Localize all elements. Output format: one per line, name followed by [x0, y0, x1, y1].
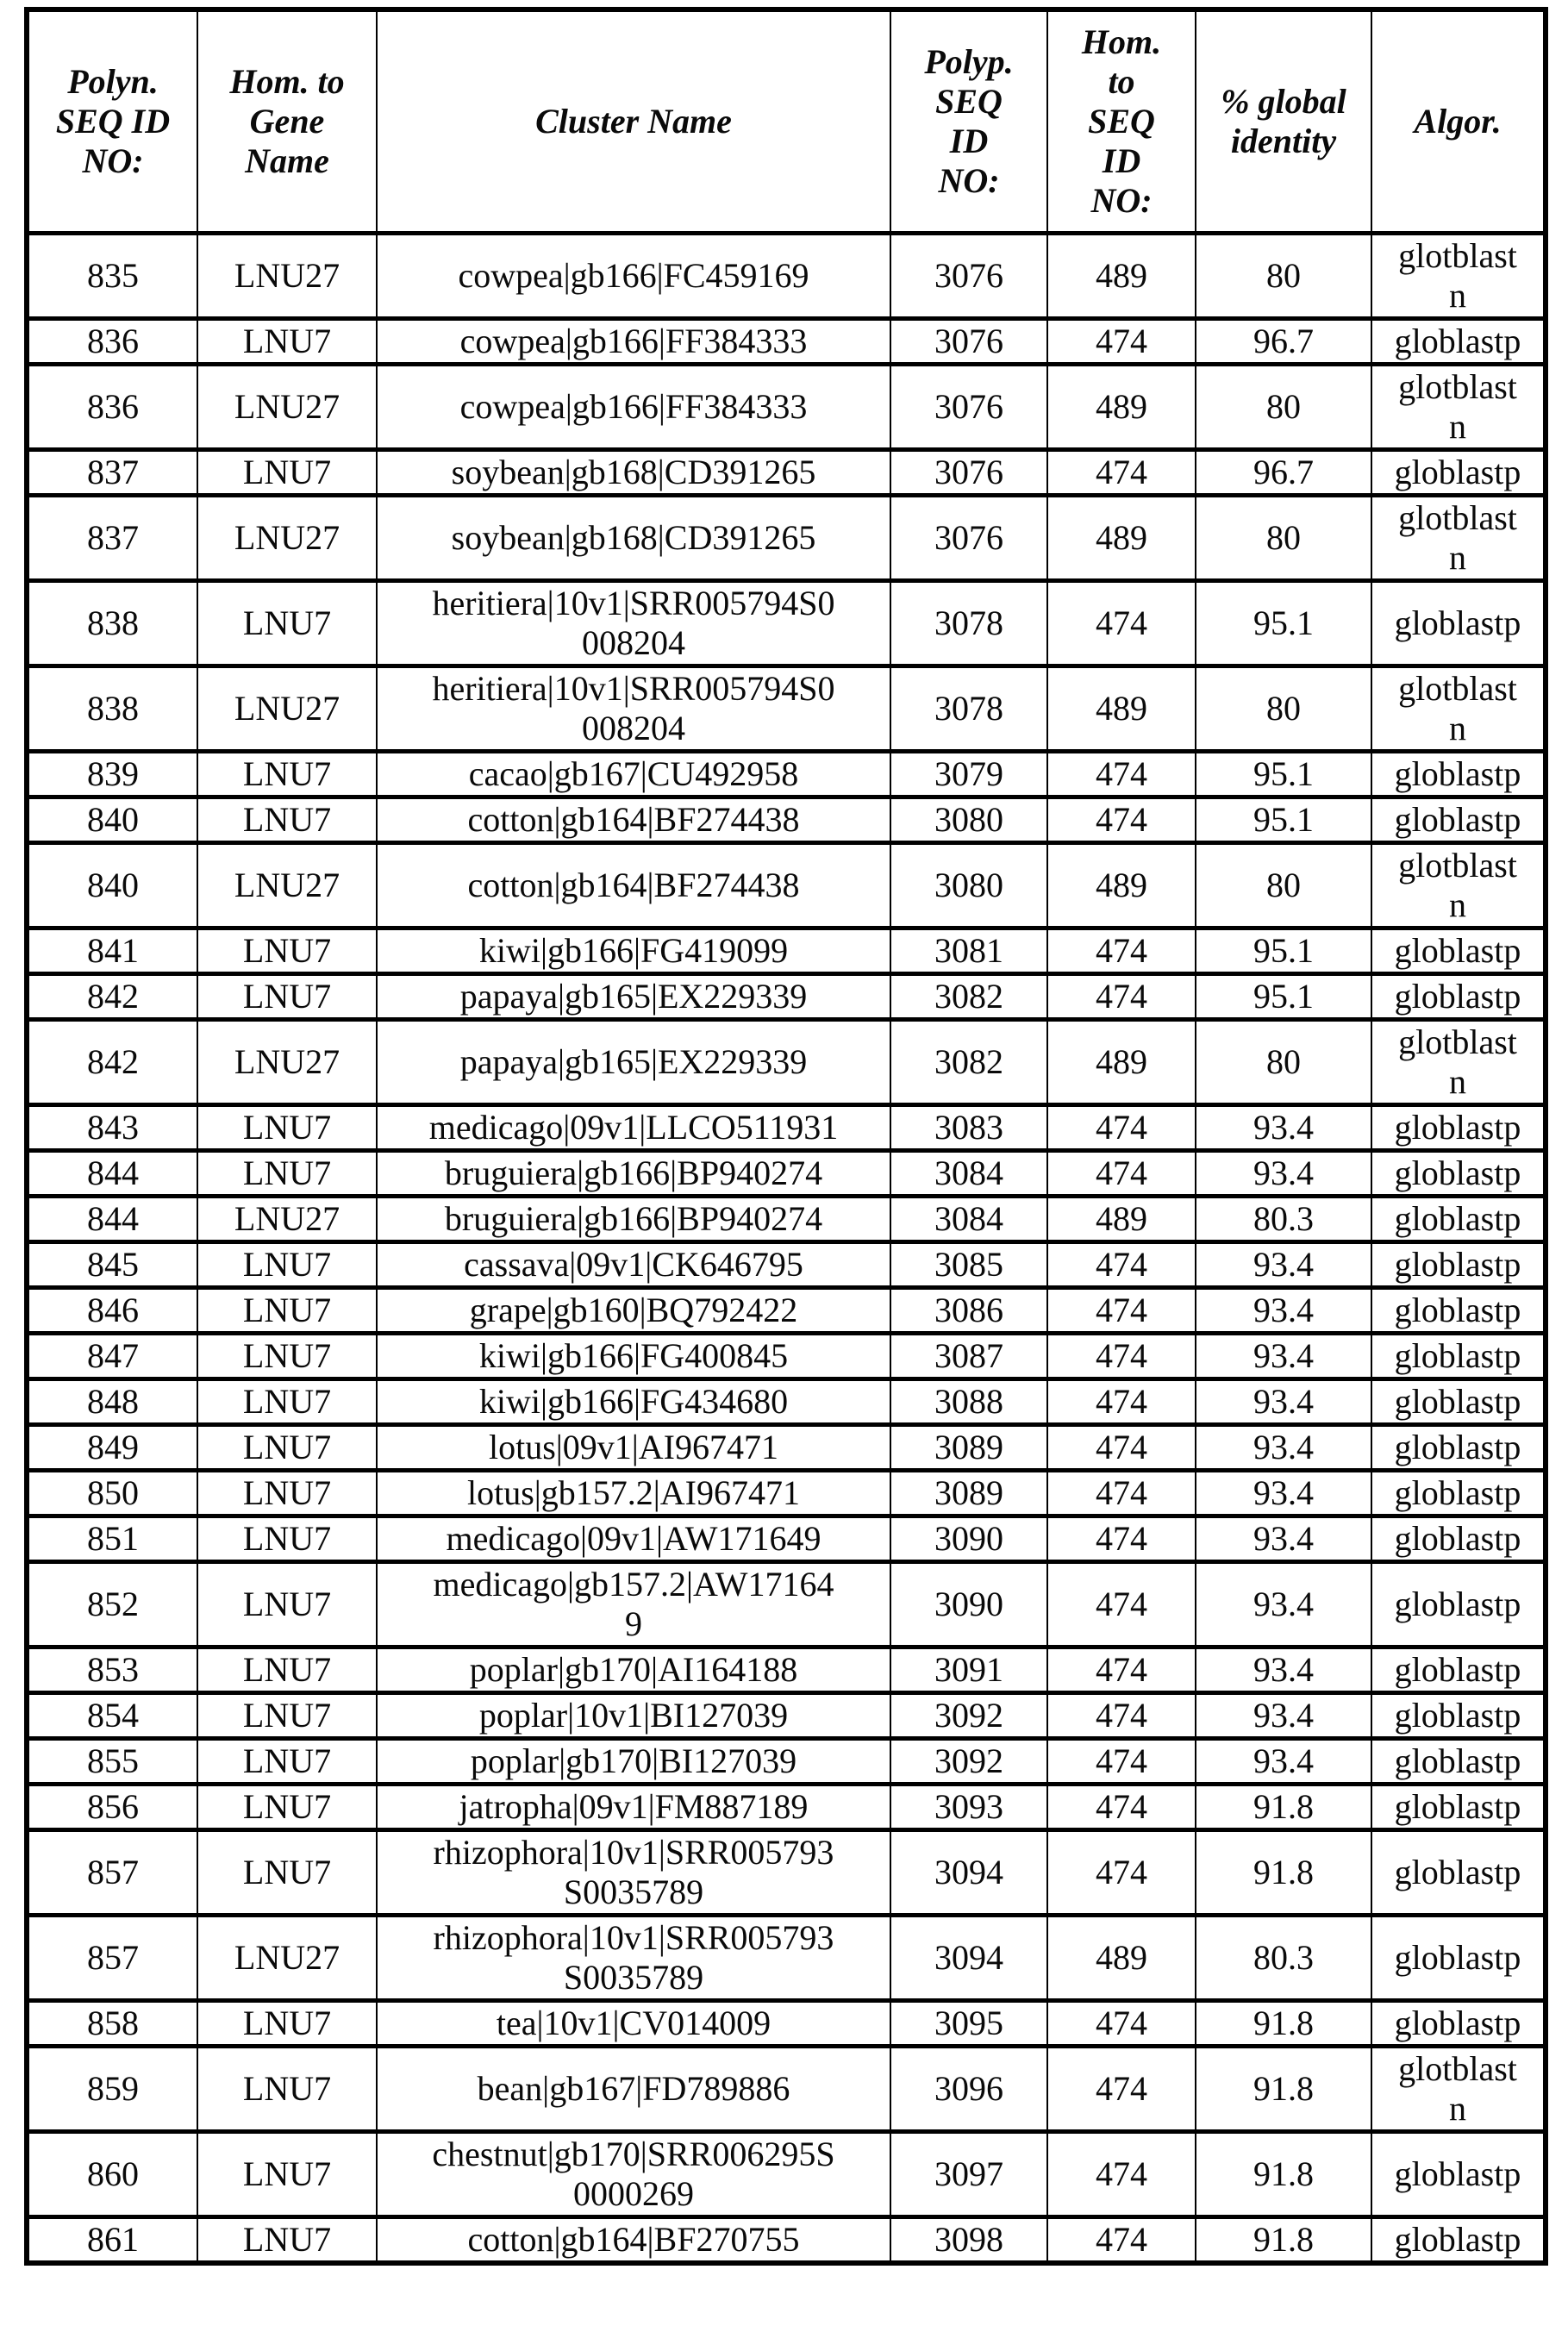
- table-row: [27, 581, 1546, 666]
- cell-algor: globlastp: [1371, 2001, 1546, 2047]
- cell-algor: globlastp: [1371, 450, 1546, 496]
- table-body: [27, 234, 1546, 2264]
- cell-polyp_seq_id: 3088: [890, 1379, 1047, 1425]
- table-row: [27, 2047, 1546, 2132]
- cell-polyp_seq_id: 3087: [890, 1334, 1047, 1379]
- cell-global_identity: 80.3: [1196, 1916, 1371, 2001]
- cell-hom_seq_id: 474: [1047, 797, 1196, 843]
- table-row: [27, 496, 1546, 581]
- cell-polyp_seq_id: 3076: [890, 234, 1047, 319]
- cell-cluster_name: cowpea|gb166|FC459169: [377, 234, 890, 319]
- cell-global_identity: 96.7: [1196, 450, 1371, 496]
- cell-algor: globlastp: [1371, 1471, 1546, 1516]
- cell-global_identity: 93.4: [1196, 1379, 1371, 1425]
- cell-algor: globlastp: [1371, 1379, 1546, 1425]
- cell-hom_gene_name: LNU7: [197, 1785, 377, 1830]
- cell-hom_gene_name: LNU7: [197, 1471, 377, 1516]
- cell-cluster_name: poplar|gb170|AI164188: [377, 1647, 890, 1693]
- cell-algor: glotblastn: [1371, 365, 1546, 450]
- cell-polyn_seq_id: 854: [27, 1693, 197, 1739]
- cell-polyp_seq_id: 3091: [890, 1647, 1047, 1693]
- table-row: [27, 1197, 1546, 1242]
- cell-global_identity: 95.1: [1196, 797, 1371, 843]
- cell-polyp_seq_id: 3082: [890, 1020, 1047, 1105]
- cell-global_identity: 93.4: [1196, 1471, 1371, 1516]
- cell-hom_gene_name: LNU7: [197, 2132, 377, 2217]
- table-row: [27, 1516, 1546, 1562]
- cell-polyp_seq_id: 3079: [890, 752, 1047, 797]
- cell-polyp_seq_id: 3095: [890, 2001, 1047, 2047]
- cell-hom_seq_id: 474: [1047, 1471, 1196, 1516]
- cell-global_identity: 93.4: [1196, 1151, 1371, 1197]
- table-row: [27, 1105, 1546, 1151]
- cell-hom_seq_id: 474: [1047, 1739, 1196, 1785]
- cell-global_identity: 80: [1196, 234, 1371, 319]
- cell-cluster_name: bruguiera|gb166|BP940274: [377, 1197, 890, 1242]
- cell-polyn_seq_id: 846: [27, 1288, 197, 1334]
- column-header-algor: Algor.: [1371, 9, 1546, 234]
- cell-hom_seq_id: 474: [1047, 1334, 1196, 1379]
- table-row: [27, 2001, 1546, 2047]
- cell-algor: globlastp: [1371, 1288, 1546, 1334]
- cell-polyp_seq_id: 3093: [890, 1785, 1047, 1830]
- cell-polyp_seq_id: 3089: [890, 1471, 1047, 1516]
- cell-polyn_seq_id: 849: [27, 1425, 197, 1471]
- cell-polyn_seq_id: 840: [27, 797, 197, 843]
- cell-global_identity: 93.4: [1196, 1562, 1371, 1647]
- cell-hom_gene_name: LNU27: [197, 365, 377, 450]
- cell-hom_gene_name: LNU7: [197, 1830, 377, 1916]
- cell-polyp_seq_id: 3076: [890, 319, 1047, 365]
- cell-global_identity: 93.4: [1196, 1693, 1371, 1739]
- cell-global_identity: 91.8: [1196, 2001, 1371, 2047]
- cell-hom_seq_id: 474: [1047, 1562, 1196, 1647]
- cell-polyp_seq_id: 3080: [890, 797, 1047, 843]
- cell-hom_seq_id: 489: [1047, 234, 1196, 319]
- cell-algor: globlastp: [1371, 1425, 1546, 1471]
- cell-cluster_name: cassava|09v1|CK646795: [377, 1242, 890, 1288]
- cell-global_identity: 96.7: [1196, 319, 1371, 365]
- cell-hom_seq_id: 489: [1047, 1020, 1196, 1105]
- cell-algor: glotblastn: [1371, 1020, 1546, 1105]
- cell-polyn_seq_id: 859: [27, 2047, 197, 2132]
- cell-polyp_seq_id: 3084: [890, 1151, 1047, 1197]
- cell-polyp_seq_id: 3078: [890, 666, 1047, 752]
- cell-algor: glotblastn: [1371, 496, 1546, 581]
- cell-hom_seq_id: 474: [1047, 1105, 1196, 1151]
- table-row: [27, 843, 1546, 928]
- cell-global_identity: 95.1: [1196, 752, 1371, 797]
- cell-hom_gene_name: LNU7: [197, 928, 377, 974]
- cell-cluster_name: cacao|gb167|CU492958: [377, 752, 890, 797]
- cell-hom_gene_name: LNU7: [197, 1151, 377, 1197]
- cell-algor: globlastp: [1371, 1916, 1546, 2001]
- table-row: [27, 1379, 1546, 1425]
- table-row: [27, 234, 1546, 319]
- column-header-polyp_seq_id: Polyp. SEQ ID NO:: [890, 9, 1047, 234]
- cell-polyn_seq_id: 844: [27, 1197, 197, 1242]
- cell-algor: globlastp: [1371, 1516, 1546, 1562]
- cell-polyn_seq_id: 847: [27, 1334, 197, 1379]
- cell-global_identity: 93.4: [1196, 1739, 1371, 1785]
- cell-global_identity: 93.4: [1196, 1334, 1371, 1379]
- cell-polyn_seq_id: 855: [27, 1739, 197, 1785]
- cell-hom_seq_id: 474: [1047, 2132, 1196, 2217]
- cell-polyn_seq_id: 860: [27, 2132, 197, 2217]
- cell-cluster_name: chestnut|gb170|SRR006295S0000269: [377, 2132, 890, 2217]
- cell-hom_seq_id: 489: [1047, 496, 1196, 581]
- table-row: [27, 666, 1546, 752]
- table-row: [27, 1693, 1546, 1739]
- cell-algor: globlastp: [1371, 1562, 1546, 1647]
- cell-cluster_name: cowpea|gb166|FF384333: [377, 319, 890, 365]
- column-header-global_identity: % global identity: [1196, 9, 1371, 234]
- cell-polyn_seq_id: 836: [27, 319, 197, 365]
- cell-hom_gene_name: LNU7: [197, 1242, 377, 1288]
- table-row: [27, 1020, 1546, 1105]
- cell-cluster_name: kiwi|gb166|FG400845: [377, 1334, 890, 1379]
- cell-polyn_seq_id: 843: [27, 1105, 197, 1151]
- cell-global_identity: 80: [1196, 496, 1371, 581]
- cell-polyp_seq_id: 3076: [890, 365, 1047, 450]
- cell-algor: globlastp: [1371, 2132, 1546, 2217]
- cell-cluster_name: bean|gb167|FD789886: [377, 2047, 890, 2132]
- table-row: [27, 974, 1546, 1020]
- cell-cluster_name: medicago|gb157.2|AW171649: [377, 1562, 890, 1647]
- cell-cluster_name: kiwi|gb166|FG419099: [377, 928, 890, 974]
- cell-cluster_name: cowpea|gb166|FF384333: [377, 365, 890, 450]
- table-row: [27, 1242, 1546, 1288]
- cell-global_identity: 93.4: [1196, 1288, 1371, 1334]
- cell-hom_gene_name: LNU7: [197, 1693, 377, 1739]
- cell-hom_seq_id: 474: [1047, 1379, 1196, 1425]
- cell-hom_seq_id: 474: [1047, 1830, 1196, 1916]
- cell-algor: glotblastn: [1371, 2047, 1546, 2132]
- table-row: [27, 2132, 1546, 2217]
- cell-hom_gene_name: LNU7: [197, 1562, 377, 1647]
- cell-polyn_seq_id: 861: [27, 2217, 197, 2264]
- cell-polyn_seq_id: 840: [27, 843, 197, 928]
- cell-cluster_name: tea|10v1|CV014009: [377, 2001, 890, 2047]
- cell-polyp_seq_id: 3094: [890, 1916, 1047, 2001]
- cell-polyn_seq_id: 838: [27, 666, 197, 752]
- cell-hom_gene_name: LNU7: [197, 1516, 377, 1562]
- table-row: [27, 1151, 1546, 1197]
- cell-hom_seq_id: 474: [1047, 1242, 1196, 1288]
- cell-algor: globlastp: [1371, 1197, 1546, 1242]
- column-header-hom_seq_id: Hom. to SEQ ID NO:: [1047, 9, 1196, 234]
- cell-algor: globlastp: [1371, 1785, 1546, 1830]
- cell-global_identity: 93.4: [1196, 1516, 1371, 1562]
- cell-polyp_seq_id: 3094: [890, 1830, 1047, 1916]
- cell-algor: globlastp: [1371, 1334, 1546, 1379]
- cell-hom_seq_id: 489: [1047, 1916, 1196, 2001]
- cell-cluster_name: cotton|gb164|BF274438: [377, 797, 890, 843]
- cell-algor: glotblastn: [1371, 234, 1546, 319]
- table-row: [27, 1425, 1546, 1471]
- table-row: [27, 1647, 1546, 1693]
- cell-algor: globlastp: [1371, 974, 1546, 1020]
- cell-polyp_seq_id: 3096: [890, 2047, 1047, 2132]
- cell-global_identity: 91.8: [1196, 1785, 1371, 1830]
- cell-polyn_seq_id: 852: [27, 1562, 197, 1647]
- cell-polyn_seq_id: 837: [27, 496, 197, 581]
- table-row: [27, 365, 1546, 450]
- column-header-cluster_name: Cluster Name: [377, 9, 890, 234]
- cell-cluster_name: kiwi|gb166|FG434680: [377, 1379, 890, 1425]
- cell-polyp_seq_id: 3086: [890, 1288, 1047, 1334]
- cell-polyp_seq_id: 3097: [890, 2132, 1047, 2217]
- cell-hom_gene_name: LNU27: [197, 1020, 377, 1105]
- cell-cluster_name: heritiera|10v1|SRR005794S0008204: [377, 581, 890, 666]
- cell-hom_seq_id: 474: [1047, 1288, 1196, 1334]
- cell-hom_gene_name: LNU27: [197, 1197, 377, 1242]
- cell-polyp_seq_id: 3089: [890, 1425, 1047, 1471]
- cell-polyp_seq_id: 3098: [890, 2217, 1047, 2264]
- cell-hom_gene_name: LNU7: [197, 2217, 377, 2264]
- cell-cluster_name: soybean|gb168|CD391265: [377, 450, 890, 496]
- cell-global_identity: 80: [1196, 1020, 1371, 1105]
- cell-cluster_name: medicago|09v1|LLCO511931: [377, 1105, 890, 1151]
- cell-polyn_seq_id: 858: [27, 2001, 197, 2047]
- cell-algor: globlastp: [1371, 1647, 1546, 1693]
- cell-polyn_seq_id: 836: [27, 365, 197, 450]
- cell-polyp_seq_id: 3078: [890, 581, 1047, 666]
- cell-hom_gene_name: LNU7: [197, 1379, 377, 1425]
- cell-cluster_name: jatropha|09v1|FM887189: [377, 1785, 890, 1830]
- cell-hom_gene_name: LNU27: [197, 666, 377, 752]
- cell-global_identity: 80: [1196, 843, 1371, 928]
- cell-global_identity: 93.4: [1196, 1647, 1371, 1693]
- cell-hom_gene_name: LNU27: [197, 843, 377, 928]
- cell-polyn_seq_id: 845: [27, 1242, 197, 1288]
- cell-hom_gene_name: LNU7: [197, 974, 377, 1020]
- cell-hom_gene_name: LNU7: [197, 2001, 377, 2047]
- cell-polyp_seq_id: 3076: [890, 450, 1047, 496]
- cell-hom_seq_id: 474: [1047, 1151, 1196, 1197]
- cell-hom_gene_name: LNU7: [197, 797, 377, 843]
- cell-hom_seq_id: 474: [1047, 581, 1196, 666]
- cell-hom_gene_name: LNU7: [197, 1288, 377, 1334]
- cell-hom_seq_id: 474: [1047, 319, 1196, 365]
- table-row: [27, 797, 1546, 843]
- cell-hom_seq_id: 474: [1047, 1516, 1196, 1562]
- cell-cluster_name: poplar|gb170|BI127039: [377, 1739, 890, 1785]
- table-row: [27, 1471, 1546, 1516]
- cell-hom_seq_id: 474: [1047, 1693, 1196, 1739]
- cell-algor: globlastp: [1371, 752, 1546, 797]
- cell-cluster_name: lotus|09v1|AI967471: [377, 1425, 890, 1471]
- cell-cluster_name: cotton|gb164|BF274438: [377, 843, 890, 928]
- cell-polyp_seq_id: 3084: [890, 1197, 1047, 1242]
- cell-algor: globlastp: [1371, 1830, 1546, 1916]
- cell-hom_gene_name: LNU27: [197, 1916, 377, 2001]
- cell-cluster_name: bruguiera|gb166|BP940274: [377, 1151, 890, 1197]
- cell-hom_gene_name: LNU7: [197, 1739, 377, 1785]
- cell-global_identity: 91.8: [1196, 2217, 1371, 2264]
- cell-algor: globlastp: [1371, 1739, 1546, 1785]
- cell-global_identity: 93.4: [1196, 1242, 1371, 1288]
- cell-hom_gene_name: LNU27: [197, 234, 377, 319]
- cell-polyn_seq_id: 857: [27, 1830, 197, 1916]
- cell-cluster_name: cotton|gb164|BF270755: [377, 2217, 890, 2264]
- cell-polyp_seq_id: 3080: [890, 843, 1047, 928]
- table-row: [27, 1830, 1546, 1916]
- cell-algor: globlastp: [1371, 1693, 1546, 1739]
- cell-cluster_name: grape|gb160|BQ792422: [377, 1288, 890, 1334]
- cell-hom_gene_name: LNU7: [197, 450, 377, 496]
- cell-polyn_seq_id: 842: [27, 974, 197, 1020]
- cell-hom_seq_id: 474: [1047, 450, 1196, 496]
- cell-algor: glotblastn: [1371, 666, 1546, 752]
- cell-polyn_seq_id: 857: [27, 1916, 197, 2001]
- cell-global_identity: 95.1: [1196, 974, 1371, 1020]
- cell-polyn_seq_id: 848: [27, 1379, 197, 1425]
- cell-cluster_name: poplar|10v1|BI127039: [377, 1693, 890, 1739]
- cell-polyn_seq_id: 841: [27, 928, 197, 974]
- cell-cluster_name: soybean|gb168|CD391265: [377, 496, 890, 581]
- cell-global_identity: 80.3: [1196, 1197, 1371, 1242]
- cell-hom_seq_id: 489: [1047, 666, 1196, 752]
- cell-polyp_seq_id: 3090: [890, 1562, 1047, 1647]
- cell-hom_seq_id: 474: [1047, 928, 1196, 974]
- cell-algor: globlastp: [1371, 797, 1546, 843]
- cell-hom_gene_name: LNU7: [197, 1334, 377, 1379]
- table-row: [27, 928, 1546, 974]
- cell-polyp_seq_id: 3085: [890, 1242, 1047, 1288]
- cell-cluster_name: papaya|gb165|EX229339: [377, 974, 890, 1020]
- header-row: [27, 9, 1546, 234]
- cell-algor: globlastp: [1371, 1151, 1546, 1197]
- cell-polyn_seq_id: 856: [27, 1785, 197, 1830]
- cell-algor: globlastp: [1371, 928, 1546, 974]
- cell-hom_gene_name: LNU7: [197, 581, 377, 666]
- cell-hom_gene_name: LNU7: [197, 2047, 377, 2132]
- cell-hom_seq_id: 474: [1047, 752, 1196, 797]
- cell-global_identity: 80: [1196, 666, 1371, 752]
- table-row: [27, 1916, 1546, 2001]
- cell-polyp_seq_id: 3090: [890, 1516, 1047, 1562]
- table-row: [27, 1334, 1546, 1379]
- cell-polyn_seq_id: 838: [27, 581, 197, 666]
- cell-polyp_seq_id: 3081: [890, 928, 1047, 974]
- cell-hom_gene_name: LNU27: [197, 496, 377, 581]
- cell-cluster_name: medicago|09v1|AW171649: [377, 1516, 890, 1562]
- cell-algor: globlastp: [1371, 1105, 1546, 1151]
- cell-polyn_seq_id: 839: [27, 752, 197, 797]
- table-row: [27, 1785, 1546, 1830]
- cell-cluster_name: rhizophora|10v1|SRR005793S0035789: [377, 1830, 890, 1916]
- cell-global_identity: 91.8: [1196, 1830, 1371, 1916]
- cell-hom_seq_id: 489: [1047, 1197, 1196, 1242]
- cell-global_identity: 91.8: [1196, 2132, 1371, 2217]
- cell-algor: globlastp: [1371, 319, 1546, 365]
- cell-cluster_name: papaya|gb165|EX229339: [377, 1020, 890, 1105]
- cell-polyn_seq_id: 842: [27, 1020, 197, 1105]
- cell-hom_seq_id: 474: [1047, 1647, 1196, 1693]
- cell-polyn_seq_id: 851: [27, 1516, 197, 1562]
- cell-hom_seq_id: 474: [1047, 1425, 1196, 1471]
- cell-polyp_seq_id: 3082: [890, 974, 1047, 1020]
- cell-polyn_seq_id: 837: [27, 450, 197, 496]
- table-header: [27, 9, 1546, 234]
- cell-global_identity: 80: [1196, 365, 1371, 450]
- cell-hom_seq_id: 474: [1047, 1785, 1196, 1830]
- cell-global_identity: 95.1: [1196, 928, 1371, 974]
- table-row: [27, 1739, 1546, 1785]
- cell-polyp_seq_id: 3092: [890, 1693, 1047, 1739]
- cell-polyn_seq_id: 835: [27, 234, 197, 319]
- cell-hom_seq_id: 474: [1047, 2217, 1196, 2264]
- table-row: [27, 1288, 1546, 1334]
- cell-algor: globlastp: [1371, 2217, 1546, 2264]
- cell-hom_gene_name: LNU7: [197, 752, 377, 797]
- cell-global_identity: 91.8: [1196, 2047, 1371, 2132]
- cell-hom_seq_id: 474: [1047, 2047, 1196, 2132]
- column-header-hom_gene_name: Hom. to Gene Name: [197, 9, 377, 234]
- cell-hom_gene_name: LNU7: [197, 1105, 377, 1151]
- cell-hom_gene_name: LNU7: [197, 1647, 377, 1693]
- cell-cluster_name: lotus|gb157.2|AI967471: [377, 1471, 890, 1516]
- table-row: [27, 319, 1546, 365]
- cell-hom_gene_name: LNU7: [197, 319, 377, 365]
- cell-hom_gene_name: LNU7: [197, 1425, 377, 1471]
- sequence-homology-table: [24, 7, 1548, 2266]
- cell-global_identity: 95.1: [1196, 581, 1371, 666]
- table-row: [27, 752, 1546, 797]
- cell-algor: globlastp: [1371, 581, 1546, 666]
- cell-polyn_seq_id: 844: [27, 1151, 197, 1197]
- table-row: [27, 450, 1546, 496]
- cell-polyn_seq_id: 853: [27, 1647, 197, 1693]
- cell-algor: globlastp: [1371, 1242, 1546, 1288]
- cell-polyn_seq_id: 850: [27, 1471, 197, 1516]
- cell-hom_seq_id: 474: [1047, 2001, 1196, 2047]
- cell-global_identity: 93.4: [1196, 1425, 1371, 1471]
- cell-algor: glotblastn: [1371, 843, 1546, 928]
- cell-polyp_seq_id: 3083: [890, 1105, 1047, 1151]
- cell-cluster_name: heritiera|10v1|SRR005794S0008204: [377, 666, 890, 752]
- cell-hom_seq_id: 474: [1047, 974, 1196, 1020]
- cell-polyp_seq_id: 3092: [890, 1739, 1047, 1785]
- cell-global_identity: 93.4: [1196, 1105, 1371, 1151]
- column-header-polyn_seq_id: Polyn. SEQ ID NO:: [27, 9, 197, 234]
- cell-hom_seq_id: 489: [1047, 365, 1196, 450]
- cell-polyp_seq_id: 3076: [890, 496, 1047, 581]
- cell-hom_seq_id: 489: [1047, 843, 1196, 928]
- table-row: [27, 2217, 1546, 2264]
- table-row: [27, 1562, 1546, 1647]
- cell-cluster_name: rhizophora|10v1|SRR005793S0035789: [377, 1916, 890, 2001]
